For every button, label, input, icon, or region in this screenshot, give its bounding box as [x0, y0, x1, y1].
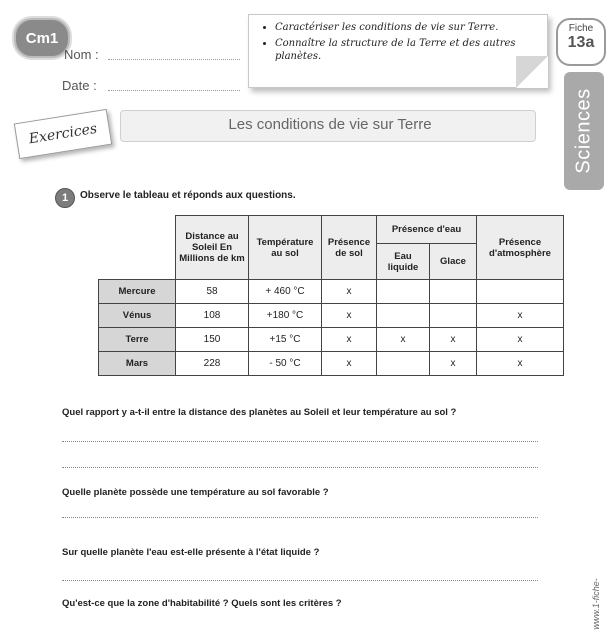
page-title: Les conditions de vie sur Terre	[228, 116, 432, 133]
cell-liquide	[377, 304, 430, 328]
cell-liquide	[377, 352, 430, 376]
header-atmosphere: Présence d'atmosphère	[477, 216, 564, 280]
table-row	[99, 304, 564, 328]
answer-line[interactable]	[62, 580, 538, 581]
folded-corner	[516, 56, 548, 88]
exercices-card: Exercices	[14, 109, 112, 159]
header-glace: Glace	[430, 244, 477, 280]
date-line[interactable]	[108, 89, 240, 91]
name-line[interactable]	[108, 58, 240, 60]
cell-glace: x	[430, 352, 477, 376]
cell-liquide	[377, 280, 430, 304]
question-3: Sur quelle planète l'eau est-elle présente à l'état liquide ?	[62, 547, 320, 558]
cell-atmosphere	[477, 280, 564, 304]
table-row	[99, 280, 564, 304]
cell-sol: x	[322, 328, 377, 352]
cell-atmosphere: x	[477, 304, 564, 328]
subject-label: Sciences	[572, 88, 595, 174]
objective-item: • Caractériser les conditions de vie sur Terre.	[275, 21, 547, 34]
level-badge: Cm1	[14, 18, 70, 58]
fiche-tab	[556, 18, 606, 66]
cell-atmosphere: x	[477, 328, 564, 352]
cell-temperature: +180 °C	[249, 304, 322, 328]
cell-distance: 228	[176, 352, 249, 376]
subject-tab	[564, 72, 604, 190]
cell-temperature: + 460 °C	[249, 280, 322, 304]
date-label: Date :	[62, 78, 97, 93]
cell-sol: x	[322, 280, 377, 304]
planet-name: Mercure	[99, 280, 176, 304]
objectives-note	[248, 14, 548, 88]
planet-name: Mars	[99, 352, 176, 376]
planet-table	[98, 215, 564, 376]
header-presence-eau: Présence d'eau	[377, 216, 477, 244]
answer-line[interactable]	[62, 467, 538, 468]
cell-distance: 58	[176, 280, 249, 304]
site-text: www.1-fiche-	[591, 578, 601, 630]
name-label: Nom :	[64, 47, 99, 62]
table-corner	[99, 216, 176, 280]
cell-glace: x	[430, 328, 477, 352]
question-1: Quel rapport y a-t-il entre la distance des planètes au Soleil et leur température au sol ?	[62, 407, 457, 418]
site-logo	[588, 578, 604, 630]
cell-glace	[430, 304, 477, 328]
fiche-label: Fiche	[568, 23, 594, 34]
planet-name: Vénus	[99, 304, 176, 328]
cell-liquide: x	[377, 328, 430, 352]
cell-distance: 150	[176, 328, 249, 352]
header-eau-liquide: Eau liquide	[377, 244, 430, 280]
cell-atmosphere: x	[477, 352, 564, 376]
objective-item: • Connaître la structure de la Terre et des autres planètes.	[275, 37, 547, 63]
answer-line[interactable]	[62, 517, 538, 518]
cell-distance: 108	[176, 304, 249, 328]
planet-name: Terre	[99, 328, 176, 352]
cell-glace	[430, 280, 477, 304]
cell-temperature: - 50 °C	[249, 352, 322, 376]
header-temperature: Température au sol	[249, 216, 322, 280]
cell-sol: x	[322, 304, 377, 328]
cell-temperature: +15 °C	[249, 328, 322, 352]
question-2: Quelle planète possède une température au sol favorable ?	[62, 487, 329, 498]
exercise-instruction: Observe le tableau et réponds aux questions.	[80, 190, 296, 201]
table-row	[99, 352, 564, 376]
header-distance: Distance au Soleil En Millions de km	[176, 216, 249, 280]
table-row	[99, 328, 564, 352]
question-4: Qu'est-ce que la zone d'habitabilité ? Quels sont les critères ?	[62, 598, 342, 609]
cell-sol: x	[322, 352, 377, 376]
header-presence-sol: Présence de sol	[322, 216, 377, 280]
fiche-number: 13a	[567, 34, 595, 51]
answer-line[interactable]	[62, 441, 538, 442]
exercise-number: 1	[55, 188, 75, 208]
